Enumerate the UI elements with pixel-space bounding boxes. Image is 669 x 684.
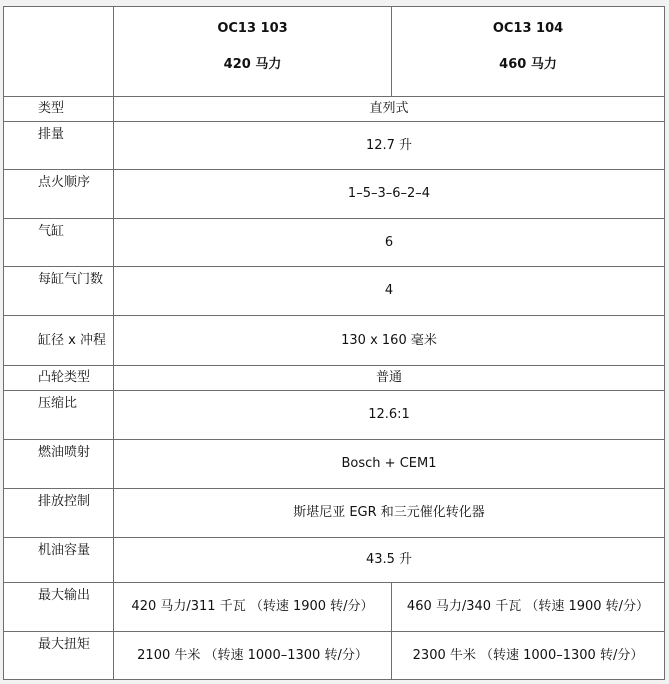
row-label: 类型 [4,97,114,122]
row-value: 12.7 升 [114,122,665,170]
table-row [4,97,665,122]
table-row [4,489,665,538]
header-row [4,7,665,97]
table-row [4,122,665,170]
table-row [4,219,665,267]
row-label: 缸径 x 冲程 [4,316,114,366]
table-row [4,538,665,583]
row-value: 12.6:1 [114,391,665,440]
row-value: 4 [114,267,665,316]
table-row [4,170,665,219]
model-power: 420 马力 [223,57,282,72]
header-col-oc13-104 [392,7,665,97]
table-row [4,316,665,366]
row-value: 1–5–3–6–2–4 [114,170,665,219]
table-row [4,267,665,316]
row-value: 6 [114,219,665,267]
row-value-oc13-103: 420 马力/311 千瓦 （转速 1900 转/分） [114,583,392,632]
row-value: 普通 [114,366,665,391]
row-label: 燃油喷射 [4,440,114,489]
row-label: 凸轮类型 [4,366,114,391]
table-row [4,366,665,391]
row-label: 最大输出 [4,583,114,632]
row-label: 点火顺序 [4,170,114,219]
row-value: Bosch + CEM1 [114,440,665,489]
row-value-oc13-104: 2300 牛米 （转速 1000–1300 转/分） [392,632,665,680]
model-name: OC13 103 [217,21,288,36]
row-label: 每缸气门数 [4,267,114,316]
row-value: 直列式 [114,97,665,122]
header-corner-cell [4,7,114,97]
engine-spec-table [3,6,665,680]
row-value: 130 x 160 毫米 [114,316,665,366]
table-row [4,440,665,489]
row-value: 斯堪尼亚 EGR 和三元催化转化器 [114,489,665,538]
row-label: 最大扭矩 [4,632,114,680]
table-row-split [4,632,665,680]
table-row [4,391,665,440]
row-label: 排量 [4,122,114,170]
row-value-oc13-104: 460 马力/340 千瓦 （转速 1900 转/分） [392,583,665,632]
row-label: 压缩比 [4,391,114,440]
row-label: 气缸 [4,219,114,267]
table-row-split [4,583,665,632]
row-value: 43.5 升 [114,538,665,583]
row-value-oc13-103: 2100 牛米 （转速 1000–1300 转/分） [114,632,392,680]
row-label: 排放控制 [4,489,114,538]
header-col-oc13-103 [114,7,392,97]
row-label: 机油容量 [4,538,114,583]
model-name: OC13 104 [492,21,564,36]
model-power: 460 马力 [499,57,557,72]
